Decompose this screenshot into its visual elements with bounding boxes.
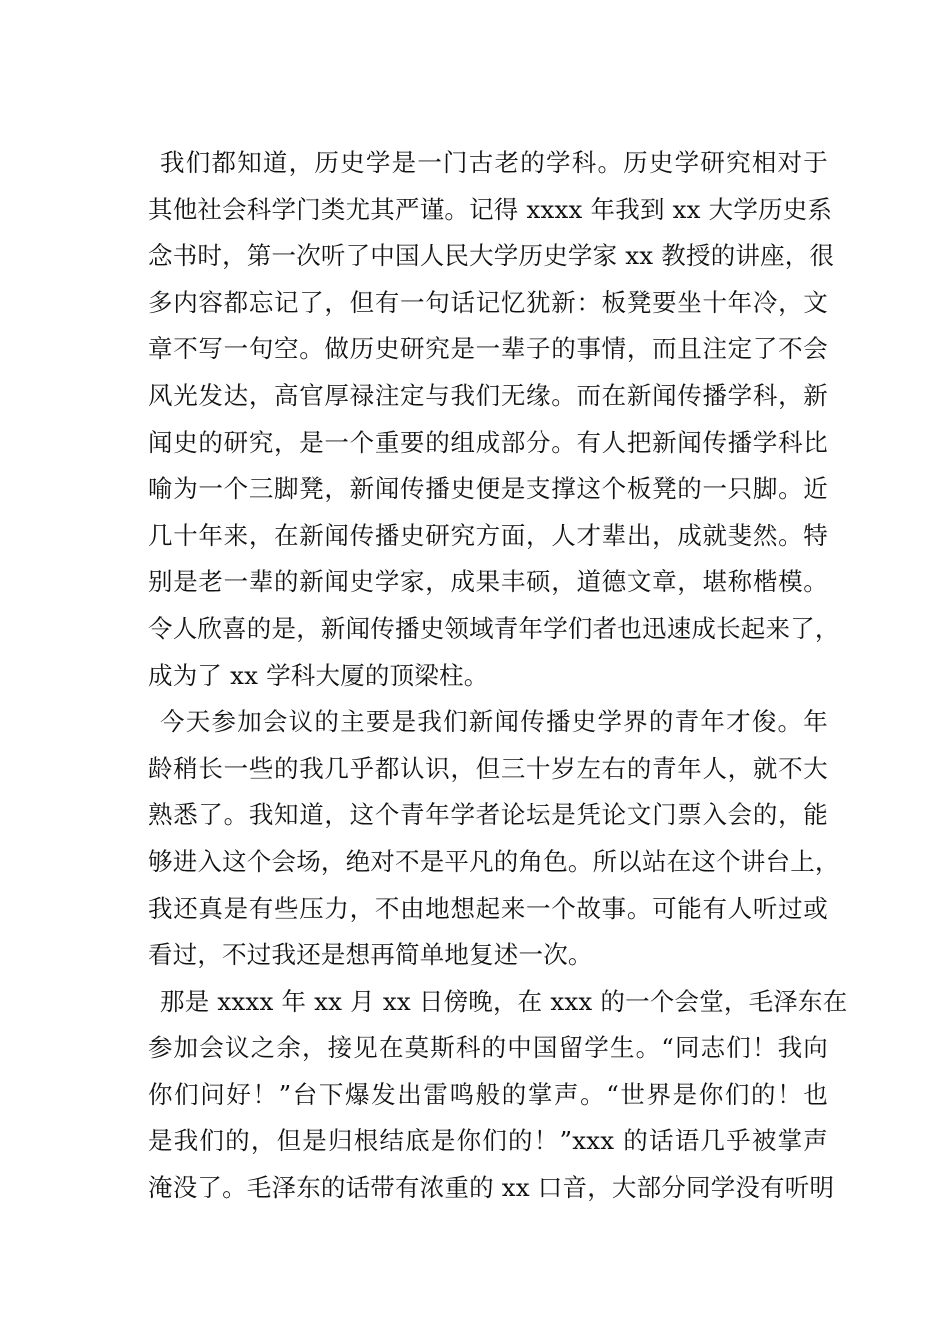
paragraph-1	[148, 140, 840, 699]
text-line: 章不写一句空。做历史研究是一辈子的事情，而且注定了不会	[148, 334, 828, 364]
text-line: 念书时，第一次听了中国人民大学历史学家 xx 教授的讲座，很	[148, 241, 835, 271]
text-line: 参加会议之余，接见在莫斯科的中国留学生。“同志们！我向	[148, 1033, 828, 1063]
text-line: 其他社会科学门类尤其严谨。记得 xxxx 年我到 xx 大学历史系	[148, 194, 833, 224]
text-line: 闻史的研究，是一个重要的组成部分。有人把新闻传播学科比	[148, 427, 828, 457]
text-line: 风光发达，高官厚禄注定与我们无缘。而在新闻传播学科，新	[148, 380, 828, 410]
text-line: 熟悉了。我知道，这个青年学者论坛是凭论文门票入会的，能	[148, 800, 828, 830]
text-line: 那是 xxxx 年 xx 月 xx 日傍晚，在 xxx 的一个会堂，毛泽东在	[160, 986, 848, 1016]
text-line: 看过，不过我还是想再简单地复述一次。	[148, 940, 593, 970]
text-line: 多内容都忘记了，但有一句话记忆犹新：板凳要坐十年冷，文	[148, 287, 828, 317]
text-line: 别是老一辈的新闻史学家，成果丰硕，道德文章，堪称楷模。	[148, 567, 828, 597]
text-line: 令人欣喜的是，新闻传播史领域青年学们者也迅速成长起来了，	[148, 613, 840, 643]
document-body	[148, 140, 848, 1212]
text-line: 龄稍长一些的我几乎都认识，但三十岁左右的青年人，就不大	[148, 753, 828, 783]
text-line: 淹没了。毛泽东的话带有浓重的 xx 口音，大部分同学没有听明	[148, 1173, 835, 1203]
text-line: 几十年来，在新闻传播史研究方面，人才辈出，成就斐然。特	[148, 520, 828, 550]
text-line: 成为了 xx 学科大厦的顶梁柱。	[148, 660, 489, 690]
text-line: 是我们的，但是归根结底是你们的！”xxx 的话语几乎被掌声	[148, 1126, 828, 1156]
text-line: 够进入这个会场，绝对不是平凡的角色。所以站在这个讲台上，	[148, 846, 840, 876]
text-line: 我还真是有些压力，不由地想起来一个故事。可能有人听过或	[148, 893, 828, 923]
text-line: 喻为一个三脚凳，新闻传播史便是支撑这个板凳的一只脚。近	[148, 474, 828, 504]
text-line: 今天参加会议的主要是我们新闻传播史学界的青年才俊。年	[160, 707, 828, 737]
paragraph-2	[148, 699, 840, 979]
text-line: 你们问好！”台下爆发出雷鸣般的掌声。“世界是你们的！也	[148, 1079, 828, 1109]
text-line: 我们都知道，历史学是一门古老的学科。历史学研究相对于	[160, 148, 828, 177]
paragraph-3	[148, 979, 848, 1212]
